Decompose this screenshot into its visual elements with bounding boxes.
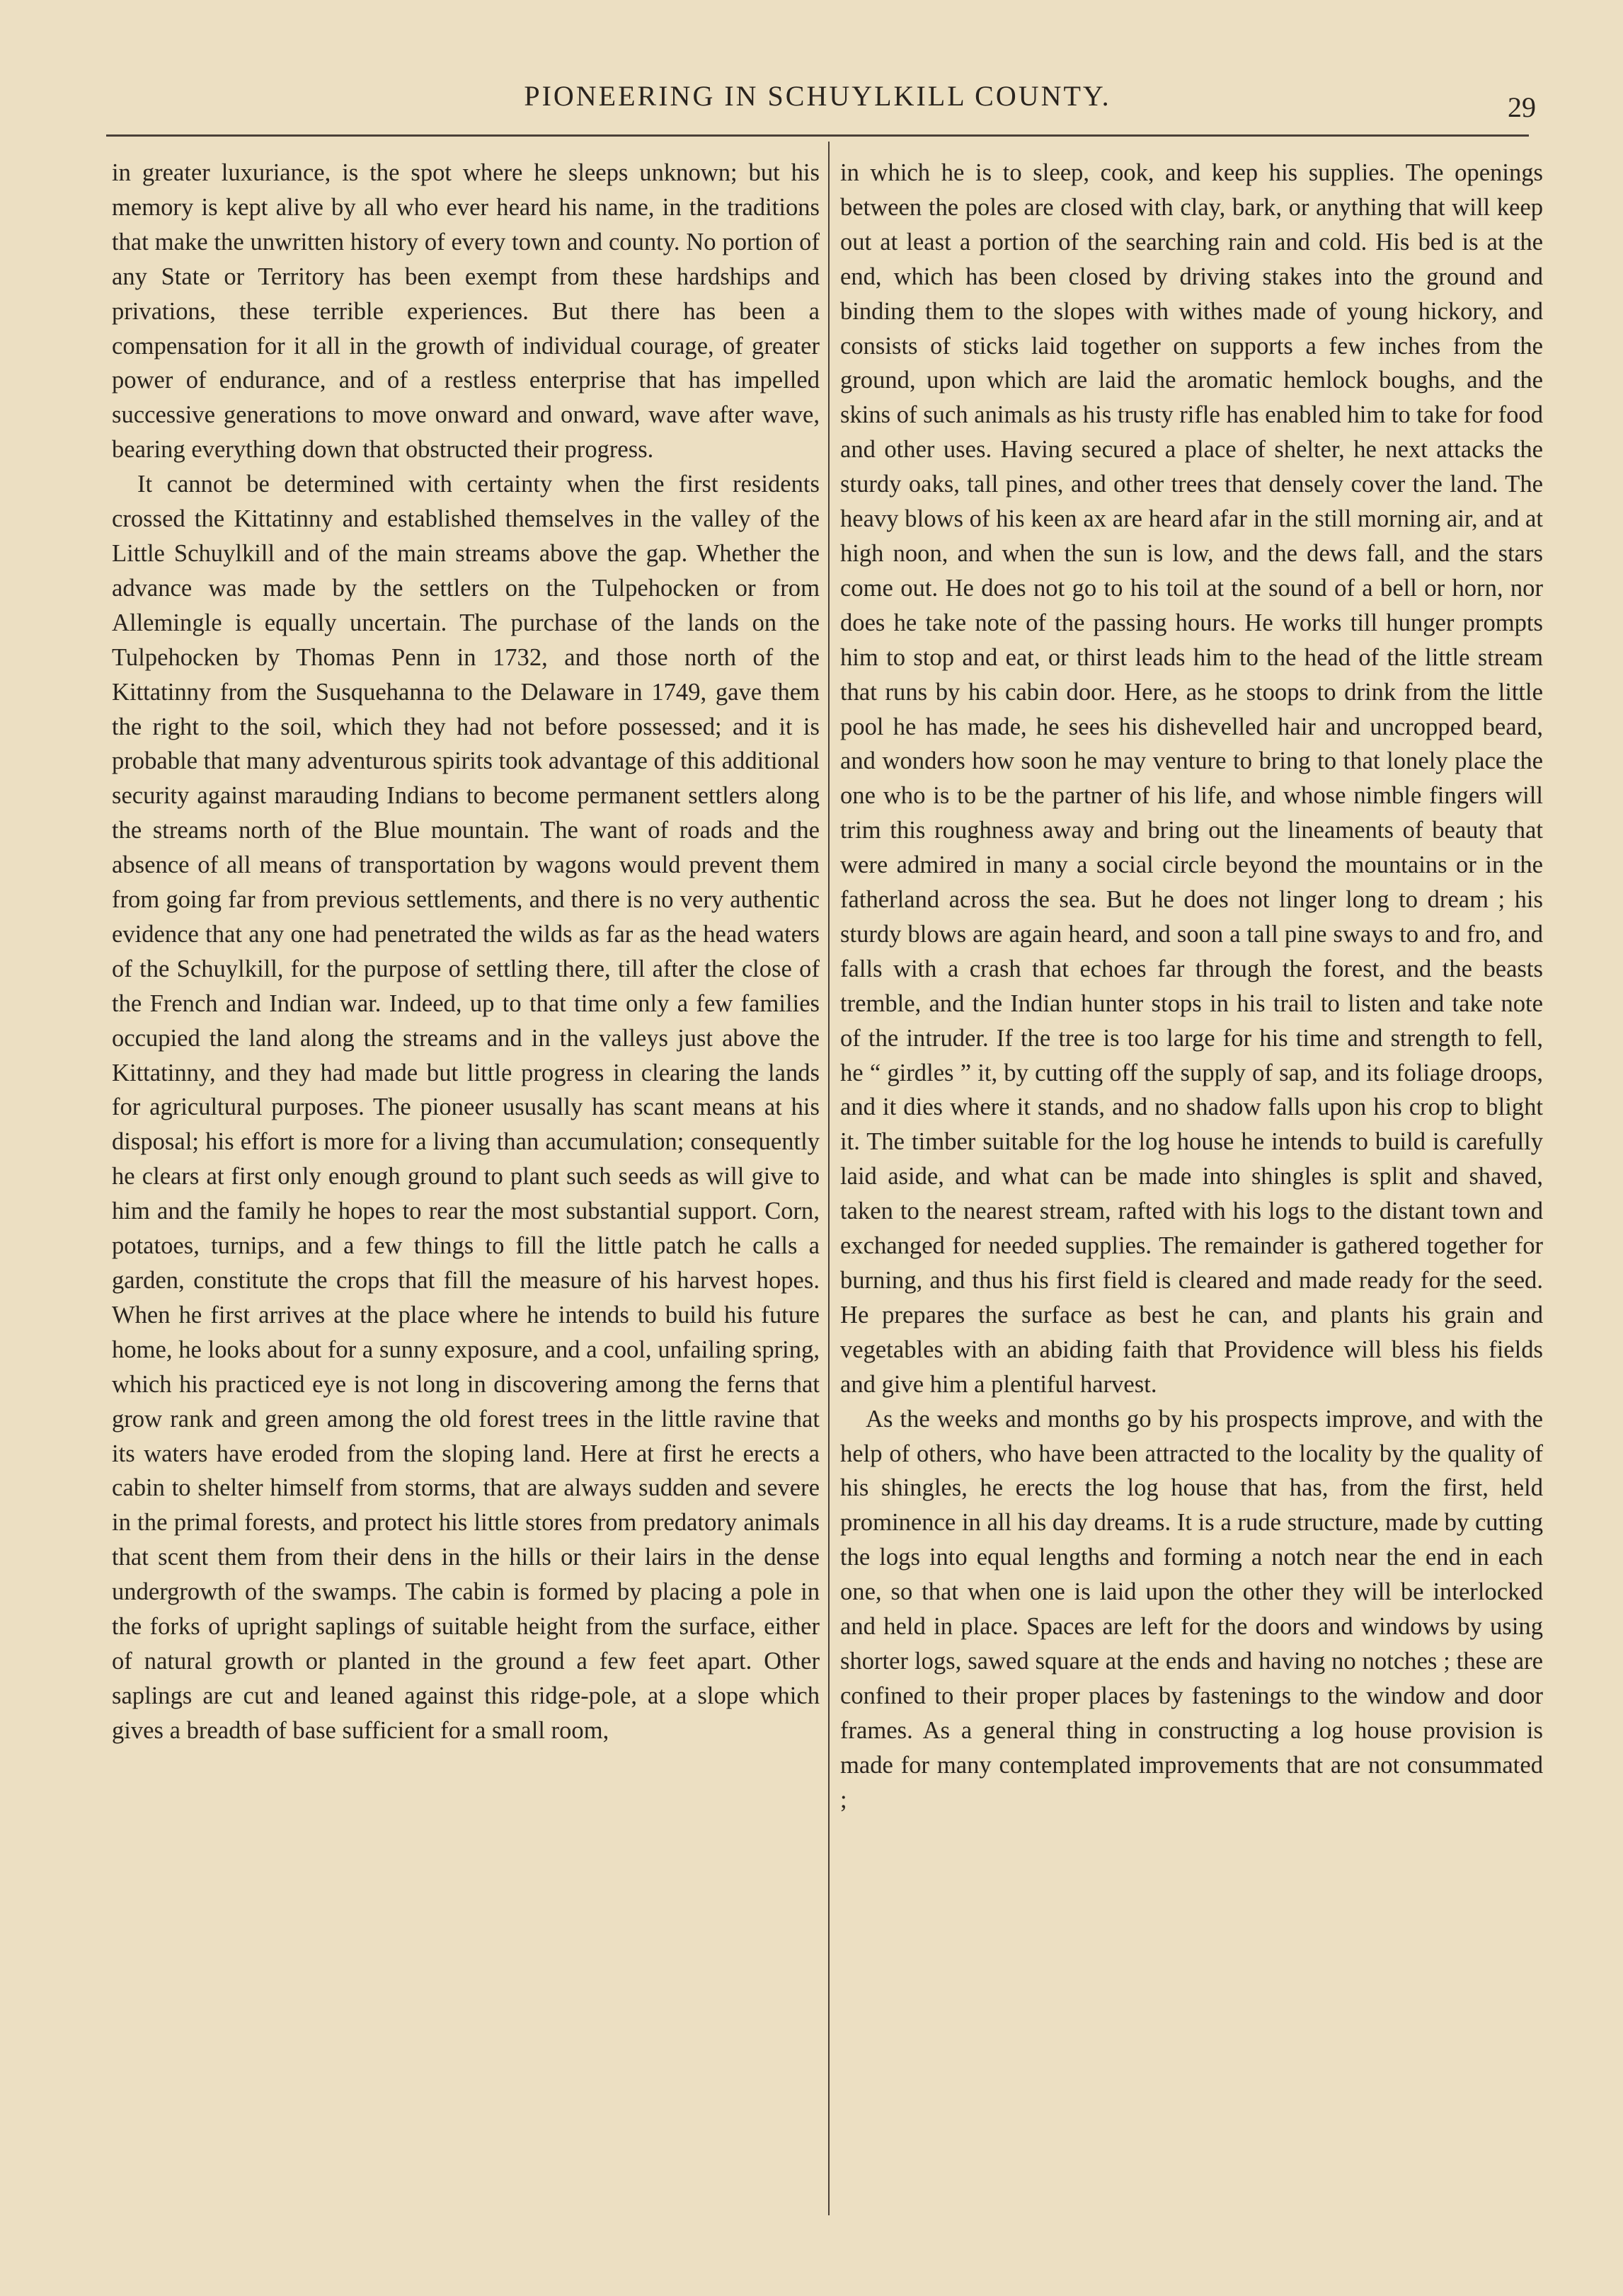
right-column <box>840 156 1543 1818</box>
paragraph: It cannot be determined with certainty when the first residents crossed the Kittatinny and established themselves in the valley of the Little Schuylkill and of the main streams above the gap. Whether the advance was made by the settlers on the Tulpehocken or from Allemingle is equally uncertain. The purchase of the lands on the Tulpehocken by Thomas Penn in 1732, and those north of the Kittatinny from the Susquehanna to the Delaware in 1749, gave them the right to the soil, which they had not before possessed; and it is probable that many adventurous spirits took advantage of this additional security against marauding Indians to become permanent settlers along the streams north of the Blue mountain. The want of roads and the absence of all means of transportation by wagons would prevent them from going far from previous settlements, and there is no very authentic evidence that any one had penetrated the wilds as far as the head waters of the Schuylkill, for the purpose of settling there, till after the close of the French and Indian war. Indeed, up to that time only a few families occupied the land along the streams and in the valleys just above the Kittatinny, and they had made but little progress in clearing the lands for agricultural purposes. The pioneer ususally has scant means at his disposal; his effort is more for a living than accumulation; consequently he clears at first only enough ground to plant such seeds as will give to him and the family he hopes to rear the most substantial support. Corn, potatoes, turnips, and a few things to fill the little patch he calls a garden, constitute the crops that fill the measure of his harvest hopes. When he first arrives at the place where he intends to build his future home, he looks about for a sunny exposure, and a cool, unfailing spring, which his practiced eye is not long in discovering among the ferns that grow rank and green among the old forest trees in the little ravine that its waters have eroded from the sloping land. Here at first he erects a cabin to shelter himself from storms, that are always sudden and severe in the primal forests, and protect his little stores from predatory animals that scent them from their dens in the hills or their lairs in the dense undergrowth of the swamps. The cabin is formed by placing a pole in the forks of upright saplings of suitable height from the surface, either of natural growth or planted in the ground a few feet apart. Other saplings are cut and leaned against this ridge-pole, at a slope which gives a breadth of base sufficient for a small room, <box>112 471 820 1744</box>
left-column <box>112 156 820 1748</box>
running-title: PIONEERING IN SCHUYLKILL COUNTY. <box>524 80 1111 112</box>
paragraph: in which he is to sleep, cook, and keep his supplies. The openings between the poles are closed with clay, bark, or anything that will keep out at least a portion of the searching rain and cold. His bed is at the end, which has been closed by driving stakes into the ground and binding them to the slopes with withes made of young hickory, and consists of sticks laid together on supports a few inches from the ground, upon which are laid the aromatic hemlock boughs, and the skins of such animals as his trusty rifle has enabled him to take for food and other uses. Having secured a place of shelter, he next attacks the sturdy oaks, tall pines, and other trees that densely cover the land. The heavy blows of his keen ax are heard afar in the still morning air, and at high noon, and when the sun is low, and the dews fall, and the stars come out. He does not go to his toil at the sound of a bell or horn, nor does he take note of the passing hours. He works till hunger prompts him to stop and eat, or thirst leads him to the head of the little stream that runs by his cabin door. Here, as he stoops to drink from the little pool he has made, he sees his dishevelled hair and uncropped beard, and wonders how soon he may venture to bring to that lonely place the one who is to be the partner of his life, and whose nimble fingers will trim this roughness away and bring out the lineaments of beauty that were admired in many a social circle beyond the mountains or in the fatherland across the sea. But he does not linger long to dream ; his sturdy blows are again heard, and soon a tall pine sways to and fro, and falls with a crash that echoes far through the forest, and the beasts tremble, and the Indian hunter stops in his trail to listen and take note of the intruder. If the tree is too large for his time and strength to fell, he “ girdles ” it, by cutting off the supply of sap, and its foliage droops, and it dies where it stands, and no shadow falls upon his crop to blight it. The timber suitable for the log house he intends to build is carefully laid aside, and what can be made into shingles is split and shaved, taken to the nearest stream, rafted with his logs to the distant town and exchanged for needed supplies. The remainder is gathered together for burning, and thus his first field is cleared and made ready for the seed. He prepares the surface as best he can, and plants his grain and vegetables with an abiding faith that Providence will bless his fields and give him a plentiful harvest. <box>840 159 1543 1398</box>
page-number: 29 <box>1508 91 1536 123</box>
column-divider <box>828 142 830 2215</box>
paragraph: As the weeks and months go by his prospects improve, and with the help of others, who have been attracted to the locality by the quality of his shingles, he erects the log house that has, from the first, held prominence in all his day dreams. It is a rude structure, made by cutting the logs into equal lengths and forming a notch near the end in each one, so that when one is laid upon the other they will be interlocked and held in place. Spaces are left for the doors and windows by using shorter logs, sawed square at the ends and having no notches ; these are confined to their proper places by fastenings to the window and door frames. As a general thing in constructing a log house provision is made for many contemplated improvements that are not consummated ; <box>840 1405 1543 1813</box>
header-rule <box>106 134 1529 137</box>
page-header <box>106 79 1536 136</box>
paragraph: in greater luxuriance, is the spot where he sleeps unknown; but his memory is kept alive by all who ever heard his name, in the traditions that make the unwritten history of every town and county. No portion of any State or Territory has been exempt from these hardships and privations, these terrible experiences. But there has been a compensation for it all in the growth of individual courage, of greater power of endurance, and of a restless enterprise that has impelled successive generations to move onward and onward, wave after wave, bearing everything down that obstructed their progress. <box>112 159 820 464</box>
